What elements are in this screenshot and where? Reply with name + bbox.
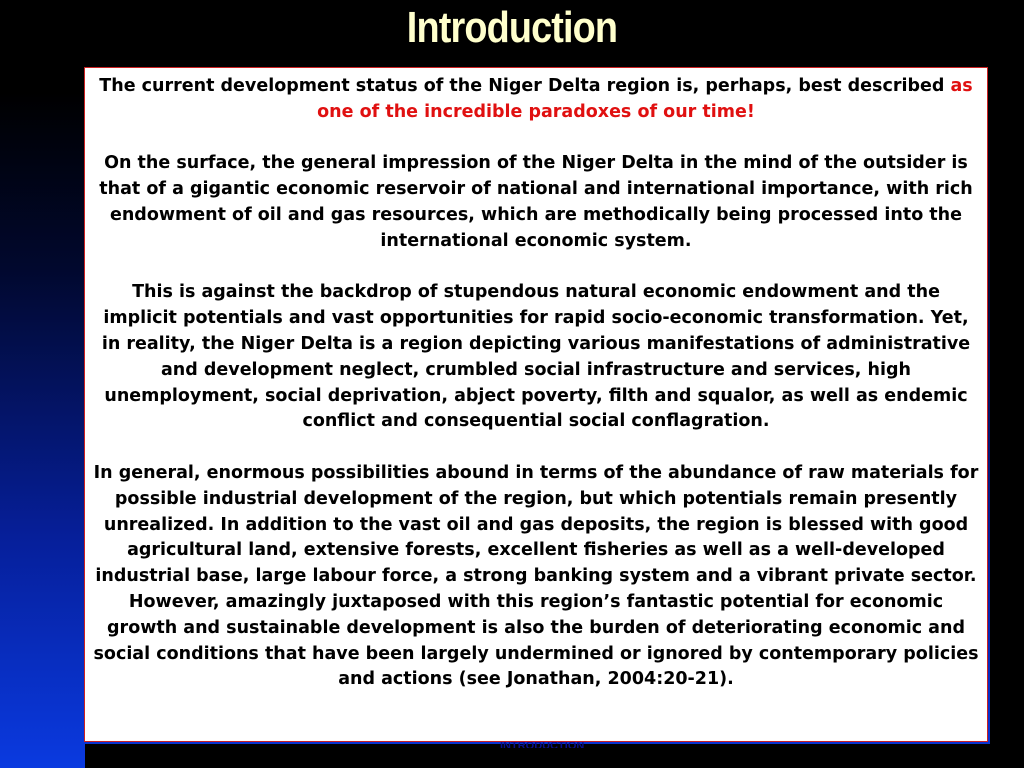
paragraph-4: In general, enormous possibilities abound in terms of the abundance of raw materials for possible industrial development of the region, but which potentials remain presently unrealized. In addition to the vast oil and gas deposits, the region is blessed with good agricultural land, extensive forests, excellent fisheries as well as a well-developed industrial base, large labour force, a strong banking system and a vibrant private sector. However, amazingly juxtaposed with this region’s fantastic potential for economic growth and sustainable development is also the burden of deteriorating economic and social conditions that have been largely undermined or ignored by contemporary policies and actions (see Jonathan, 2004:20-21).	[93, 462, 979, 690]
paragraph-1-highlight: as one of the incredible paradoxes of our time!	[317, 76, 973, 122]
background-left-strip	[0, 0, 85, 768]
slide-title: Introduction	[406, 3, 618, 52]
background-right-strip	[990, 0, 1024, 768]
paragraph-3: This is against the backdrop of stupendous natural economic endowment and the implicit potentials and vast opportunities for rapid socio-economic transformation. Yet, in reality, the Niger Delta is a region depicting various manifestations of administrative and development neglect, crumbled social infrastructure and services, high unemployment, social deprivation, abject poverty, filth and squalor, as well as endemic conflict and consequential social conflagration.	[101, 282, 971, 432]
paragraph-1-text: The current development status of the Niger Delta region is, perhaps, best described	[99, 76, 951, 96]
footer-label: INTRODUCTION	[500, 742, 585, 748]
content-text-box	[84, 67, 988, 742]
paragraph-1	[93, 74, 979, 126]
paragraph-2: On the surface, the general impression of the Niger Delta in the mind of the outsider is that of a gigantic economic reservoir of national and international importance, with rich endowment of oil and gas resources, which are methodically being processed into the international economic system.	[99, 153, 973, 251]
